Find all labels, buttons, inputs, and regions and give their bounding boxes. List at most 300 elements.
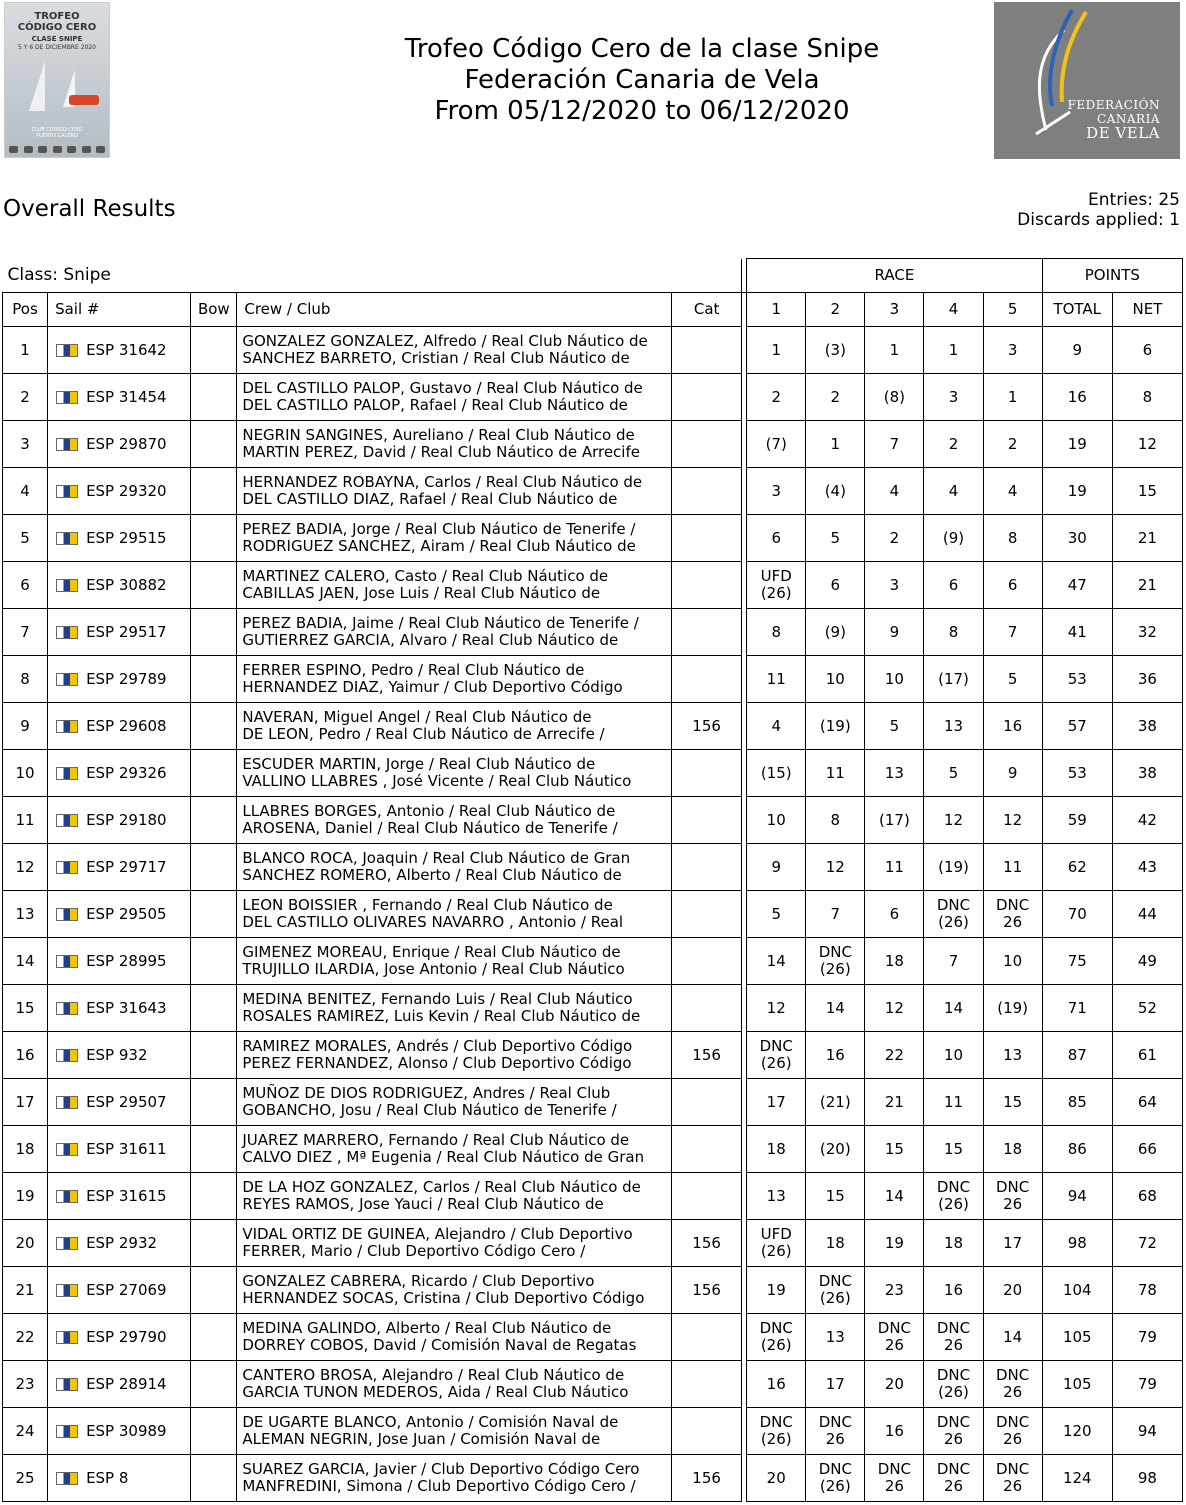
- race-5-cell: [983, 1126, 1042, 1173]
- race-score: 5: [889, 716, 900, 735]
- pos-cell: 1: [3, 327, 48, 374]
- canary-islands-flag-icon: [56, 767, 78, 780]
- cat-cell: [672, 1173, 742, 1220]
- pos-cell: 8: [3, 656, 48, 703]
- crew-cell: [237, 844, 672, 891]
- canary-islands-flag-icon: [56, 1190, 78, 1203]
- race-4-cell: [924, 1173, 983, 1220]
- race-score: 6: [830, 575, 841, 594]
- total-cell: 124: [1042, 1455, 1112, 1502]
- race-1-cell: [747, 374, 806, 421]
- crew-club: CALVO DIEZ , Mª Eugenia / Real Club Náutico de Gran: [242, 1148, 645, 1166]
- col-sail: Sail #: [48, 293, 191, 327]
- race-5-cell: [983, 891, 1042, 938]
- crew-club: HERNANDEZ DIAZ, Yaimur / Club Deportivo Código: [242, 678, 623, 696]
- race-score: DNC: [818, 1272, 852, 1290]
- pos-cell: 4: [3, 468, 48, 515]
- race-score: 3: [889, 575, 900, 594]
- race-score: 12: [943, 810, 964, 829]
- canary-islands-flag-icon: [56, 814, 78, 827]
- total-cell: 57: [1042, 703, 1112, 750]
- race-5-cell: [983, 797, 1042, 844]
- canary-islands-flag-icon: [56, 344, 78, 357]
- race-1-cell: [747, 1220, 806, 1267]
- result-row: [3, 1408, 1183, 1455]
- crew-cell: [237, 421, 672, 468]
- race-score: 22: [884, 1045, 904, 1064]
- race-1-cell: [747, 515, 806, 562]
- sail-cell: [48, 1408, 191, 1455]
- sail-number: ESP 29515: [86, 528, 167, 547]
- race-score: 10: [766, 810, 786, 829]
- sail-cell: [48, 891, 191, 938]
- race-1-cell: [747, 1173, 806, 1220]
- race-score: DNC: [818, 1413, 852, 1431]
- race-score: 1: [771, 340, 781, 359]
- pos-cell: 5: [3, 515, 48, 562]
- race-score: DNC: [936, 896, 971, 914]
- race-score-points: (26): [819, 960, 851, 978]
- poster-line2: CÓDIGO CERO: [17, 22, 97, 33]
- cat-cell: [672, 1361, 742, 1408]
- bow-cell: [191, 703, 237, 750]
- race-2-cell: [806, 844, 865, 891]
- race-score: 5: [830, 528, 841, 547]
- discards-applied: Discards applied: 1: [1017, 210, 1180, 230]
- race-3-cell: [865, 938, 924, 985]
- race-2-cell: [806, 1126, 865, 1173]
- crew-cell: [237, 703, 672, 750]
- bow-cell: [191, 374, 237, 421]
- net-cell: 38: [1112, 703, 1182, 750]
- sail-number: ESP 30882: [86, 575, 167, 594]
- poster-bottom1: CLUB CÓDIGO CERO: [31, 127, 83, 133]
- race-score-points: (26): [760, 1054, 792, 1072]
- race-score: (3): [824, 340, 846, 359]
- race-score: (17): [879, 810, 910, 829]
- race-5-cell: [983, 656, 1042, 703]
- crew-club: ALEMAN NEGRIN, Jose Juan / Comisión Naval de: [242, 1430, 601, 1448]
- result-row: [3, 656, 1183, 703]
- bow-cell: [191, 891, 237, 938]
- helm-club: PEREZ BADIA, Jaime / Real Club Náutico de Tenerife /: [242, 614, 639, 632]
- helm-club: DEL CASTILLO PALOP, Gustavo / Real Club Náutico de: [242, 379, 643, 397]
- race-score: 1: [830, 434, 841, 453]
- race-5-cell: [983, 1455, 1042, 1502]
- net-cell: 78: [1112, 1267, 1182, 1314]
- race-1-cell: [747, 797, 806, 844]
- race-4-cell: [924, 938, 983, 985]
- canary-islands-flag-icon: [56, 1472, 78, 1485]
- race-score: 16: [1003, 716, 1023, 735]
- crew-club: DORREY COBOS, David / Comisión Naval de Regatas: [242, 1336, 637, 1354]
- race-score: DNC: [818, 1460, 852, 1478]
- race-score-points: 26: [1003, 1430, 1023, 1448]
- col-race-1: 1: [747, 293, 806, 327]
- race-2-cell: [806, 750, 865, 797]
- race-score: (17): [938, 669, 969, 688]
- pos-cell: 2: [3, 374, 48, 421]
- sail-number: ESP 30989: [86, 1421, 167, 1440]
- race-score: 3: [1007, 340, 1018, 359]
- result-row: [3, 1220, 1183, 1267]
- race-score: DNC: [996, 1178, 1030, 1196]
- cat-cell: [672, 844, 742, 891]
- race-5-cell: [983, 1267, 1042, 1314]
- sail-cell: [48, 985, 191, 1032]
- race-1-cell: [747, 703, 806, 750]
- race-score-points: (26): [819, 1477, 851, 1495]
- crew-club: RODRIGUEZ SANCHEZ, Airam / Real Club Náutico de: [242, 537, 636, 555]
- sponsor-logos: [9, 146, 105, 154]
- race-4-cell: [924, 844, 983, 891]
- crew-cell: [237, 609, 672, 656]
- result-row: [3, 985, 1183, 1032]
- race-2-cell: [806, 515, 865, 562]
- sail-number: ESP 8: [86, 1468, 129, 1487]
- race-score-points: 26: [1003, 1195, 1023, 1213]
- race-score-points: 26: [943, 1477, 964, 1495]
- helm-club: DE UGARTE BLANCO, Antonio / Comisión Naval de: [242, 1413, 619, 1431]
- race-5-cell: [983, 1079, 1042, 1126]
- race-score: 13: [825, 1327, 845, 1346]
- result-row: [3, 1032, 1183, 1079]
- cat-cell: [672, 1079, 742, 1126]
- total-cell: 70: [1042, 891, 1112, 938]
- document-header: [292, 34, 992, 127]
- helm-club: NAVERAN, Miguel Angel / Real Club Náutico de: [242, 708, 592, 726]
- crew-cell: [237, 938, 672, 985]
- race-1-cell: [747, 1079, 806, 1126]
- bow-cell: [191, 1126, 237, 1173]
- race-score: 8: [1007, 528, 1018, 547]
- sail-number: ESP 27069: [86, 1280, 167, 1299]
- canary-islands-flag-icon: [56, 1378, 78, 1391]
- race-2-cell: [806, 1032, 865, 1079]
- race-score: 4: [889, 481, 900, 500]
- race-score: 23: [884, 1280, 904, 1299]
- race-2-cell: [806, 656, 865, 703]
- canary-islands-flag-icon: [56, 485, 78, 498]
- race-2-cell: [806, 562, 865, 609]
- crew-cell: [237, 797, 672, 844]
- total-cell: 120: [1042, 1408, 1112, 1455]
- logo-line2: CANARIA: [1097, 112, 1160, 126]
- net-cell: 8: [1112, 374, 1182, 421]
- canary-islands-flag-icon: [56, 1237, 78, 1250]
- race-2-cell: [806, 797, 865, 844]
- cat-cell: [672, 938, 742, 985]
- race-1-cell: [747, 562, 806, 609]
- race-score: 17: [766, 1092, 786, 1111]
- total-cell: 30: [1042, 515, 1112, 562]
- sail-cell: [48, 562, 191, 609]
- race-score: 20: [1003, 1280, 1023, 1299]
- crew-cell: [237, 656, 672, 703]
- sail-number: ESP 29320: [86, 481, 167, 500]
- cat-cell: [672, 750, 742, 797]
- crew-cell: [237, 1361, 672, 1408]
- race-score: 16: [825, 1045, 845, 1064]
- sail-cell: [48, 750, 191, 797]
- race-score: 15: [825, 1186, 845, 1205]
- race-score-points: (26): [938, 1195, 969, 1213]
- total-cell: 59: [1042, 797, 1112, 844]
- crew-club: DEL CASTILLO PALOP, Rafael / Real Club Náutico de: [242, 396, 628, 414]
- race-score: 8: [948, 622, 959, 641]
- race-1-cell: [747, 1361, 806, 1408]
- cat-cell: [672, 891, 742, 938]
- race-2-cell: [806, 985, 865, 1032]
- total-cell: 19: [1042, 468, 1112, 515]
- race-2-cell: [806, 1314, 865, 1361]
- sail-cell: [48, 1455, 191, 1502]
- race-3-cell: [865, 609, 924, 656]
- sail-cell: [48, 609, 191, 656]
- net-cell: 66: [1112, 1126, 1182, 1173]
- cat-cell: 156: [672, 703, 742, 750]
- race-score: UFD: [760, 567, 792, 585]
- race-2-cell: [806, 891, 865, 938]
- race-score-points: (26): [760, 584, 792, 602]
- net-cell: 43: [1112, 844, 1182, 891]
- col-race-3: 3: [865, 293, 924, 327]
- race-3-cell: [865, 985, 924, 1032]
- race-5-cell: [983, 515, 1042, 562]
- race-score: 11: [1003, 857, 1023, 876]
- total-cell: 105: [1042, 1314, 1112, 1361]
- crew-cell: [237, 750, 672, 797]
- race-score: (4): [824, 481, 846, 500]
- canary-islands-flag-icon: [56, 391, 78, 404]
- crew-club: DEL CASTILLO OLIVARES NAVARRO , Antonio / Real: [242, 913, 624, 931]
- result-row: [3, 938, 1183, 985]
- race-5-cell: [983, 421, 1042, 468]
- net-cell: 36: [1112, 656, 1182, 703]
- race-5-cell: [983, 1173, 1042, 1220]
- bow-cell: [191, 750, 237, 797]
- sail-number: ESP 31611: [86, 1139, 167, 1158]
- col-net: NET: [1112, 293, 1182, 327]
- race-score: 10: [943, 1045, 964, 1064]
- race-score: DNC: [936, 1319, 971, 1337]
- race-score: 7: [889, 434, 900, 453]
- race-1-cell: [747, 985, 806, 1032]
- crew-cell: [237, 1032, 672, 1079]
- sail-cell: [48, 1267, 191, 1314]
- crew-club: GUTIERREZ GARCIA, Alvaro / Real Club Náutico de: [242, 631, 619, 649]
- crew-cell: [237, 985, 672, 1032]
- col-race-5: 5: [983, 293, 1042, 327]
- race-score: 3: [771, 481, 781, 500]
- net-cell: 38: [1112, 750, 1182, 797]
- total-cell: 16: [1042, 374, 1112, 421]
- canary-islands-flag-icon: [56, 1096, 78, 1109]
- cat-cell: [672, 609, 742, 656]
- race-score: DNC: [818, 943, 852, 961]
- pos-cell: 6: [3, 562, 48, 609]
- race-3-cell: [865, 1220, 924, 1267]
- cat-cell: [672, 656, 742, 703]
- date-range: From 05/12/2020 to 06/12/2020: [434, 96, 850, 126]
- race-score: 5: [771, 904, 781, 923]
- crew-cell: [237, 468, 672, 515]
- boat-shape: [69, 95, 99, 105]
- race-4-cell: [924, 1314, 983, 1361]
- sail-cell: [48, 656, 191, 703]
- race-5-cell: [983, 468, 1042, 515]
- result-row: [3, 327, 1183, 374]
- sail-cell: [48, 1173, 191, 1220]
- crew-cell: [237, 1079, 672, 1126]
- helm-club: CANTERO BROSA, Alejandro / Real Club Náutico de: [242, 1366, 625, 1384]
- cat-cell: 156: [672, 1220, 742, 1267]
- race-score: 5: [1007, 669, 1018, 688]
- class-label: Class: Snipe: [3, 259, 742, 293]
- race-3-cell: [865, 1314, 924, 1361]
- bow-cell: [191, 938, 237, 985]
- crew-cell: [237, 515, 672, 562]
- crew-cell: [237, 1173, 672, 1220]
- race-score: 11: [766, 669, 786, 688]
- pos-cell: 16: [3, 1032, 48, 1079]
- canary-islands-flag-icon: [56, 1002, 78, 1015]
- race-score: DNC: [877, 1460, 912, 1478]
- race-score: 6: [1007, 575, 1018, 594]
- canary-islands-flag-icon: [56, 861, 78, 874]
- crew-club: GOBANCHO, Josu / Real Club Náutico de Tenerife /: [242, 1101, 617, 1119]
- result-row: [3, 797, 1183, 844]
- race-4-cell: [924, 891, 983, 938]
- canary-islands-flag-icon: [56, 1284, 78, 1297]
- canary-islands-flag-icon: [56, 1049, 78, 1062]
- bow-cell: [191, 421, 237, 468]
- total-cell: 105: [1042, 1361, 1112, 1408]
- entries-count: Entries: 25: [1088, 190, 1180, 210]
- net-cell: 94: [1112, 1408, 1182, 1455]
- race-score: 6: [889, 904, 900, 923]
- race-score: 1: [1007, 387, 1018, 406]
- race-4-cell: [924, 327, 983, 374]
- bow-cell: [191, 1314, 237, 1361]
- bow-cell: [191, 1032, 237, 1079]
- bow-cell: [191, 1267, 237, 1314]
- race-score: DNC: [996, 1366, 1030, 1384]
- race-score: (8): [883, 387, 906, 406]
- event-poster-image: [4, 2, 110, 158]
- pos-cell: 20: [3, 1220, 48, 1267]
- cat-cell: 156: [672, 1267, 742, 1314]
- pos-cell: 23: [3, 1361, 48, 1408]
- result-row: [3, 468, 1183, 515]
- race-score: 1: [889, 340, 900, 359]
- helm-club: FERRER ESPINO, Pedro / Real Club Náutico de: [242, 661, 585, 679]
- race-3-cell: [865, 421, 924, 468]
- result-row: [3, 1126, 1183, 1173]
- race-score: 18: [884, 951, 904, 970]
- crew-club: DE LEON, Pedro / Real Club Náutico de Arrecife /: [242, 725, 605, 743]
- crew-club: PEREZ FERNANDEZ, Alonso / Club Deportivo Código: [242, 1054, 632, 1072]
- race-score: 9: [1007, 763, 1018, 782]
- race-1-cell: [747, 327, 806, 374]
- race-score: 14: [766, 951, 786, 970]
- race-4-cell: [924, 1455, 983, 1502]
- crew-club: CABILLAS JAEN, Jose Luis / Real Club Náutico de: [242, 584, 601, 602]
- net-cell: 21: [1112, 515, 1182, 562]
- race-score: 10: [1003, 951, 1023, 970]
- net-cell: 98: [1112, 1455, 1182, 1502]
- race-score: 19: [884, 1233, 904, 1252]
- race-score: 20: [884, 1374, 904, 1393]
- cat-cell: [672, 374, 742, 421]
- result-row: [3, 1267, 1183, 1314]
- helm-club: PEREZ BADIA, Jorge / Real Club Náutico de Tenerife /: [242, 520, 636, 538]
- race-score: 9: [889, 622, 900, 641]
- race-3-cell: [865, 468, 924, 515]
- result-row: [3, 421, 1183, 468]
- crew-club: REYES RAMOS, Jose Yauci / Real Club Náutico de: [242, 1195, 604, 1213]
- sail-cell: [48, 1314, 191, 1361]
- race-score: 4: [948, 481, 959, 500]
- poster-line1: TROFEO: [34, 11, 80, 22]
- race-3-cell: [865, 1126, 924, 1173]
- cat-cell: [672, 515, 742, 562]
- crew-club: AROSENA, Daniel / Real Club Náutico de Tenerife /: [242, 819, 618, 837]
- sail-shape: [29, 61, 45, 111]
- race-score: 21: [884, 1092, 904, 1111]
- race-score: 15: [943, 1139, 964, 1158]
- race-score: (15): [760, 763, 792, 782]
- race-score: (7): [765, 434, 787, 453]
- helm-club: MEDINA BENITEZ, Fernando Luis / Real Club Náutico: [242, 990, 633, 1008]
- sail-cell: [48, 797, 191, 844]
- canary-islands-flag-icon: [56, 579, 78, 592]
- pos-cell: 7: [3, 609, 48, 656]
- race-score: 16: [766, 1374, 786, 1393]
- sail-cell: [48, 1126, 191, 1173]
- race-score: 18: [943, 1233, 964, 1252]
- race-score: 17: [1003, 1233, 1023, 1252]
- race-1-cell: [747, 421, 806, 468]
- helm-club: JUAREZ MARRERO, Fernando / Real Club Náutico de: [242, 1131, 630, 1149]
- race-2-cell: [806, 327, 865, 374]
- race-4-cell: [924, 1361, 983, 1408]
- race-4-cell: [924, 609, 983, 656]
- crew-cell: [237, 1314, 672, 1361]
- race-score: 7: [1007, 622, 1018, 641]
- bow-cell: [191, 1361, 237, 1408]
- race-4-cell: [924, 703, 983, 750]
- total-cell: 47: [1042, 562, 1112, 609]
- sail-number: ESP 31642: [86, 340, 167, 359]
- sail-number: ESP 2932: [86, 1233, 158, 1252]
- race-1-cell: [747, 1267, 806, 1314]
- race-score: 9: [771, 857, 781, 876]
- race-3-cell: [865, 1267, 924, 1314]
- canary-islands-flag-icon: [56, 908, 78, 921]
- crew-club: ROSALES RAMIREZ, Luis Kevin / Real Club Náutico de: [242, 1007, 641, 1025]
- race-score: 2: [1007, 434, 1018, 453]
- bow-cell: [191, 844, 237, 891]
- race-1-cell: [747, 891, 806, 938]
- race-3-cell: [865, 656, 924, 703]
- race-5-cell: [983, 985, 1042, 1032]
- pos-cell: 15: [3, 985, 48, 1032]
- race-score: 14: [825, 998, 845, 1017]
- race-5-cell: [983, 327, 1042, 374]
- helm-club: LLABRES BORGES, Antonio / Real Club Náutico de: [242, 802, 616, 820]
- race-1-cell: [747, 1314, 806, 1361]
